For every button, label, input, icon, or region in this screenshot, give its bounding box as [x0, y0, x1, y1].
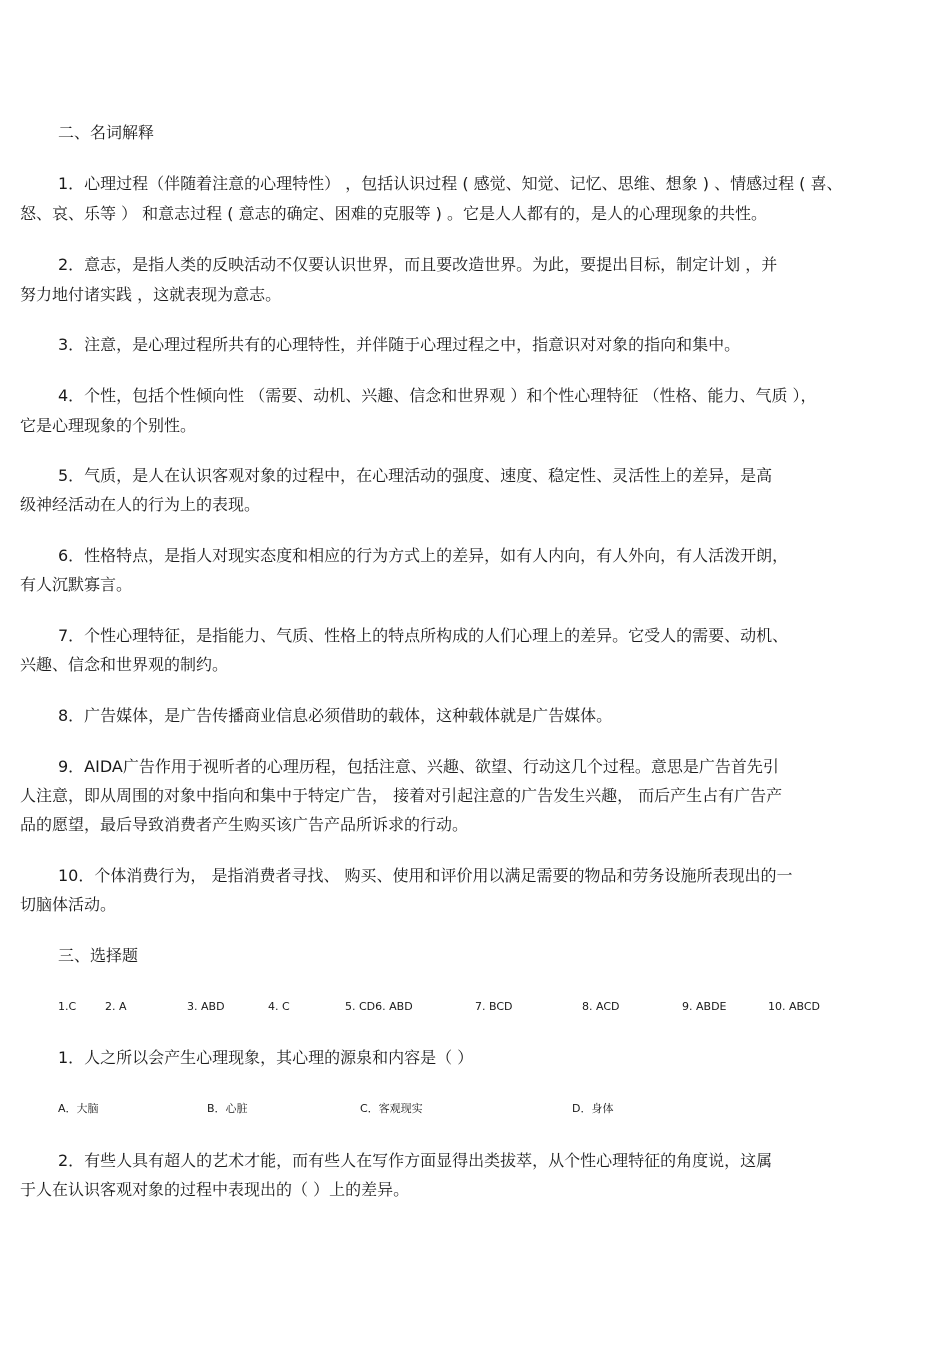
answer-key: 8. ACD: [582, 1000, 620, 1013]
answer-key: 1.C: [58, 1000, 77, 1013]
answer-key: 9. ABDE: [682, 1000, 727, 1013]
definition-line: 4．个性，包括个性倾向性 （需要、动机、兴趣、信念和世界观 ）和个性心理特征 （性格、能力、气质 ），: [58, 386, 817, 405]
definition-line: 10．个体消费行为， 是指消费者寻找、 购买、使用和评价用以满足需要的物品和劳务设施所表现出的一: [58, 866, 793, 885]
definition-line: 努力地付诸实践 ，这就表现为意志。: [20, 285, 282, 304]
question-options: [0, 1098, 950, 1120]
answer-key: 2. A: [105, 1000, 127, 1013]
question-stem: 1．人之所以会产生心理现象，其心理的源泉和内容是（ ）: [58, 1048, 474, 1067]
option-d: D．身体: [572, 1102, 614, 1115]
answer-key: 7. BCD: [475, 1000, 513, 1013]
definition-line: 7．个性心理特征，是指能力、气质、性格上的特点所构成的人们心理上的差异。它受人的需要、动机、: [58, 626, 789, 645]
definition-line: 9．AIDA广告作用于视听者的心理历程，包括注意、兴趣、欲望、行动这几个过程。意思是广告首先引: [58, 757, 779, 776]
answer-key-row: [0, 996, 950, 1018]
definition-line: 品的愿望，最后导致消费者产生购买该广告产品所诉求的行动。: [20, 815, 469, 834]
definition-line: 2．意志，是指人类的反映活动不仅要认识世界，而且要改造世界。为此，要提出目标，制定计划 ，并: [58, 255, 778, 274]
section-heading-choice: 三、选择题: [58, 946, 139, 965]
answer-key: 5. CD6. ABD: [345, 1000, 413, 1013]
definition-line: 兴趣、信念和世界观的制约。: [20, 655, 229, 674]
question-stem: 2．有些人具有超人的艺术才能，而有些人在写作方面显得出类拔萃，从个性心理特征的角度说，这属: [58, 1151, 773, 1170]
definition-line: 人注意，即从周围的对象中指向和集中于特定广告， 接着对引起注意的广告发生兴趣， 而后产生占有广告产: [20, 786, 783, 805]
option-a: A．大脑: [58, 1102, 99, 1115]
section-heading-definitions: 二、名词解释: [58, 123, 155, 142]
definition-line: 8．广告媒体，是广告传播商业信息必须借助的载体，这种载体就是广告媒体。: [58, 706, 613, 725]
option-b: B．心脏: [207, 1102, 248, 1115]
question-stem: 于人在认识客观对象的过程中表现出的（ ）上的差异。: [20, 1180, 410, 1199]
definition-line: 5．气质，是人在认识客观对象的过程中，在心理活动的强度、速度、稳定性、灵活性上的差异，是高: [58, 466, 773, 485]
definition-line: 怒、哀、乐等 ） 和意志过程 ( 意志的确定、困难的克服等 ) 。它是人人都有的，是人的心理现象的共性。: [20, 204, 768, 223]
definition-line: 3．注意，是心理过程所共有的心理特性，并伴随于心理过程之中，指意识对对象的指向和集中。: [58, 335, 741, 354]
option-c: C．客观现实: [360, 1102, 423, 1115]
answer-key: 4. C: [268, 1000, 290, 1013]
definition-line: 1．心理过程（伴随着注意的心理特性） ，包括认识过程 ( 感觉、知觉、记忆、思维、想象 ) 、情感过程 ( 喜、: [58, 174, 843, 193]
definition-line: 切脑体活动。: [20, 895, 117, 914]
definition-line: 有人沉默寡言。: [20, 575, 133, 594]
definition-line: 6．性格特点，是指人对现实态度和相应的行为方式上的差异，如有人内向，有人外向，有人活泼开朗，: [58, 546, 789, 565]
answer-key: 10. ABCD: [768, 1000, 821, 1013]
definition-line: 级神经活动在人的行为上的表现。: [20, 495, 261, 514]
definition-line: 它是心理现象的个别性。: [20, 416, 197, 435]
answer-key: 3. ABD: [187, 1000, 225, 1013]
